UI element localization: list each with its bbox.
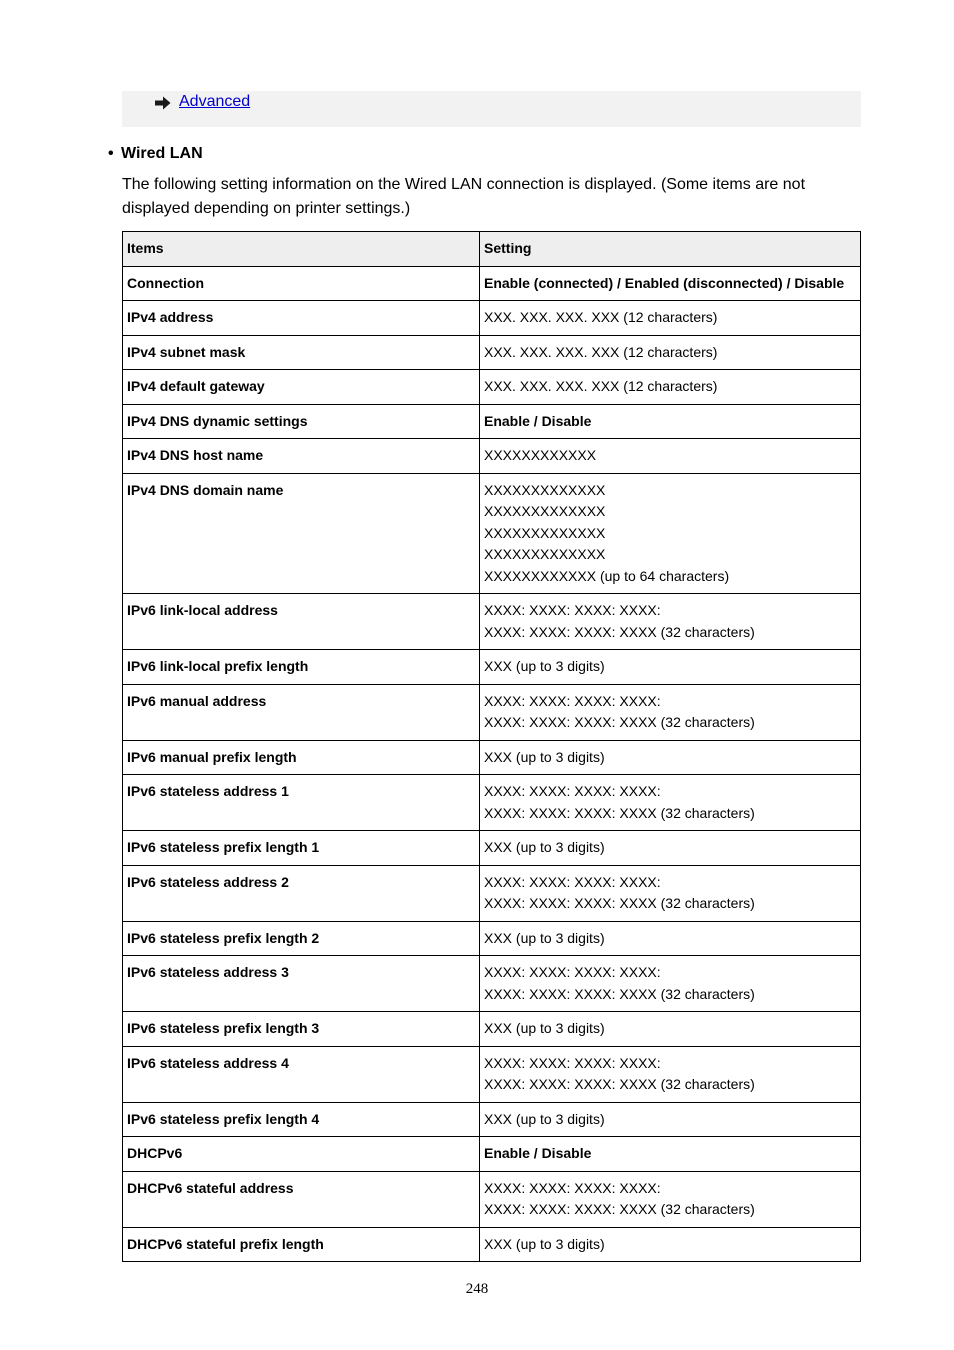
setting-cell [480,266,861,301]
item-cell: IPv4 DNS domain name [123,473,480,594]
table-row [123,740,861,775]
setting-value: XXXX: XXXX: XXXX: XXXX (32 characters) [484,623,755,640]
table-row [123,1227,861,1262]
setting-value: XXXXXXXXXXXXX [484,524,606,541]
item-cell: IPv4 DNS dynamic settings [123,404,480,439]
setting-value: XXX (up to 3 digits) [484,1235,605,1252]
table-row [123,335,861,370]
bullet-dot: • [108,145,114,162]
setting-value: XXXX: XXXX: XXXX: XXXX: [484,964,661,980]
table-row [123,439,861,474]
setting-cell [480,740,861,775]
item-cell: DHCPv6 stateful prefix length [123,1227,480,1262]
table-row [123,921,861,956]
arrow-right-icon [155,96,171,110]
item-cell: IPv6 stateless prefix length 2 [123,921,480,956]
setting-value: XXXX: XXXX: XXXX: XXXX (32 characters) [484,895,755,911]
table-row [123,831,861,866]
item-cell: IPv6 stateless prefix length 3 [123,1012,480,1047]
item-cell: IPv4 subnet mask [123,335,480,370]
setting-value: Enable / Disable [484,412,592,429]
item-cell: Connection [123,266,480,301]
setting-value: XXX. XXX. XXX. XXX (12 characters) [484,343,718,360]
item-cell: IPv4 address [123,301,480,336]
table-row [123,1012,861,1047]
item-cell: DHCPv6 [123,1137,480,1172]
item-cell: IPv6 stateless prefix length 4 [123,1102,480,1137]
setting-value: XXX (up to 3 digits) [484,1020,605,1036]
setting-value: XXXXXXXXXXXX (up to 64 characters) [484,567,730,584]
item-cell: IPv6 stateless address 4 [123,1046,480,1102]
item-cell: IPv6 stateless prefix length 1 [123,831,480,866]
setting-cell [480,301,861,336]
setting-value: XXXX: XXXX: XXXX: XXXX: [484,1054,661,1071]
setting-cell [480,921,861,956]
page-number: 248 [465,1281,489,1297]
setting-value: XXXX: XXXX: XXXX: XXXX (32 characters) [484,714,755,730]
setting-cell [480,473,861,594]
setting-value: XXXXXXXXXXXX [484,447,597,463]
table-row [123,865,861,921]
table-row [123,684,861,740]
table-row [123,956,861,1012]
item-cell: IPv6 manual address [123,684,480,740]
setting-value: XXX. XXX. XXX. XXX (12 characters) [484,378,718,394]
setting-cell [480,1171,861,1227]
setting-value: XXXX: XXXX: XXXX: XXXX: [484,1179,661,1196]
setting-value: XXXXXXXXXXXXX [484,481,606,498]
table-row [123,1046,861,1102]
setting-cell [480,1012,861,1047]
setting-value: XXX. XXX. XXX. XXX (12 characters) [484,309,718,325]
item-cell: IPv4 default gateway [123,370,480,405]
setting-value: XXXX: XXXX: XXXX: XXXX: [484,602,661,618]
table-row [123,1137,861,1172]
setting-value: XXX (up to 3 digits) [484,929,605,946]
table-row [123,650,861,685]
settings-table [122,231,861,1262]
table-row [123,404,861,439]
setting-cell [480,684,861,740]
setting-cell [480,404,861,439]
table-row [123,594,861,650]
table-header-row [123,232,861,267]
setting-value: Enable (connected) / Enabled (disconnected) / Disable [484,274,845,291]
setting-value: XXXX: XXXX: XXXX: XXXX (32 characters) [484,1076,755,1092]
setting-cell [480,370,861,405]
section-title: Wired LAN [121,145,203,162]
setting-value: XXX (up to 3 digits) [484,658,605,674]
table-row [123,266,861,301]
table-row [123,1171,861,1227]
item-cell: IPv4 DNS host name [123,439,480,474]
setting-value: XXX (up to 3 digits) [484,748,605,765]
item-cell: IPv6 manual prefix length [123,740,480,775]
setting-cell [480,1102,861,1137]
setting-cell [480,594,861,650]
setting-cell [480,1046,861,1102]
setting-value: XXXX: XXXX: XXXX: XXXX (32 characters) [484,804,755,821]
item-cell: IPv6 stateless address 3 [123,956,480,1012]
setting-cell [480,439,861,474]
setting-value: XXXXXXXXXXXXX [484,546,606,562]
item-cell: IPv6 stateless address 1 [123,775,480,831]
setting-cell [480,335,861,370]
setting-value: XXXX: XXXX: XXXX: XXXX: [484,873,661,890]
setting-value: XXXX: XXXX: XXXX: XXXX (32 characters) [484,985,755,1002]
setting-cell [480,1227,861,1262]
setting-value: XXXXXXXXXXXXX [484,503,606,519]
setting-value: XXXX: XXXX: XXXX: XXXX (32 characters) [484,1201,755,1217]
table-row [123,370,861,405]
item-cell: IPv6 link-local address [123,594,480,650]
setting-value: XXX (up to 3 digits) [484,1110,605,1127]
setting-value: XXXX: XXXX: XXXX: XXXX: [484,783,661,799]
item-cell: IPv6 stateless address 2 [123,865,480,921]
setting-cell [480,775,861,831]
item-cell: IPv6 link-local prefix length [123,650,480,685]
item-cell: DHCPv6 stateful address [123,1171,480,1227]
setting-cell [480,650,861,685]
setting-cell [480,956,861,1012]
table-row [123,301,861,336]
header-items: Items [123,232,480,267]
setting-cell [480,1137,861,1172]
table-row [123,775,861,831]
advanced-link[interactable]: Advanced [179,93,251,110]
header-setting: Setting [480,232,861,267]
setting-value: XXX (up to 3 digits) [484,839,605,855]
related-link-box [122,91,861,127]
setting-value: Enable / Disable [484,1145,592,1161]
section-heading [108,145,203,163]
setting-value: XXXX: XXXX: XXXX: XXXX: [484,692,661,709]
section-intro: The following setting information on the Wired LAN connection is displayed. (Some items are not displayed depending on printer settings.) [122,176,806,217]
table-row [123,473,861,594]
table-row [123,1102,861,1137]
setting-cell [480,831,861,866]
setting-cell [480,865,861,921]
